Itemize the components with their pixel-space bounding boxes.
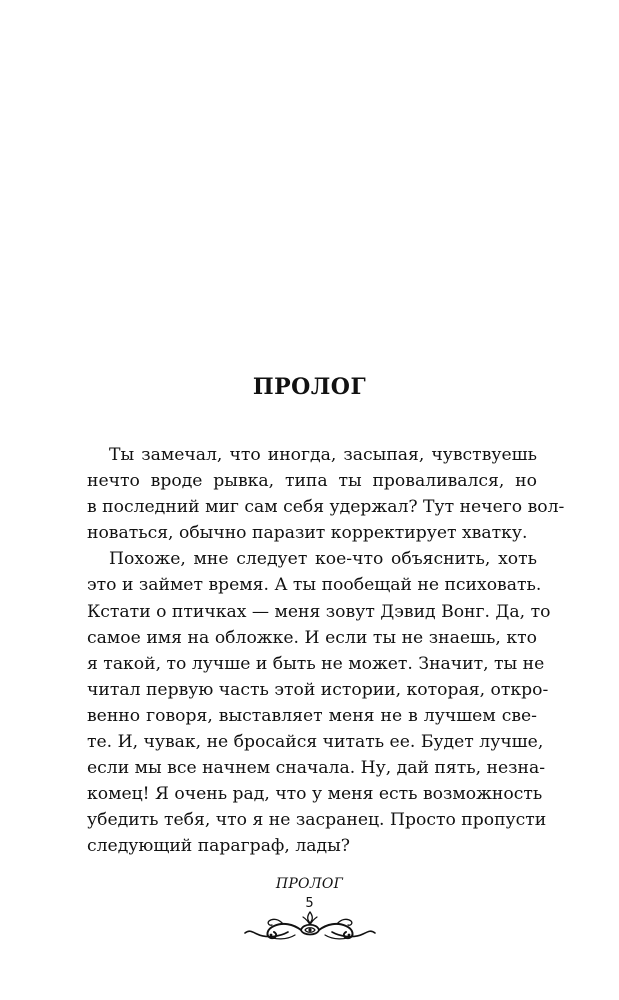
text-line: Кстати о птичках — меня зовут Дэвид Вонг. Да, то (87, 601, 551, 622)
running-head: ПРОЛОГ (275, 876, 344, 892)
text-line: я такой, то лучше и быть не может. Значит, ты не (87, 653, 545, 674)
text-line: венно говоря, выставляет меня не в лучшем све- (87, 705, 537, 726)
text-line: самое имя на обложке. И если ты не знаешь, кто (87, 627, 537, 648)
body-text (87, 442, 565, 860)
text-line: те. И, чувак, не бросайся читать ее. Будет лучше, (87, 732, 544, 753)
decorative-flourish-icon (243, 908, 377, 942)
text-line: следующий параграф, лады? (87, 836, 350, 857)
text-line: новаться, обычно паразит корректирует хватку. (87, 523, 528, 544)
text-line: нечто вроде рывка, типа ты проваливался, но (87, 471, 537, 492)
text-line: читал первую часть этой истории, которая, откро- (87, 679, 549, 700)
text-line: убедить тебя, что я не засранец. Просто пропусти (87, 810, 547, 831)
chapter-title: ПРОЛОГ (252, 374, 367, 400)
text-line: в последний миг сам себя удержал? Тут нечего вол- (87, 497, 565, 518)
text-line: если мы все начнем сначала. Ну, дай пять, незна- (87, 758, 546, 779)
text-line: Ты замечал, что иногда, засыпая, чувствуешь (109, 445, 537, 465)
text-line: комец! Я очень рад, что у меня есть возможность (87, 784, 543, 805)
text-line: это и займет время. А ты пообещай не психовать. (87, 575, 542, 596)
page-number: 5 (305, 896, 314, 911)
text-line: Похоже, мне следует кое-что объяснить, хоть (109, 549, 537, 570)
